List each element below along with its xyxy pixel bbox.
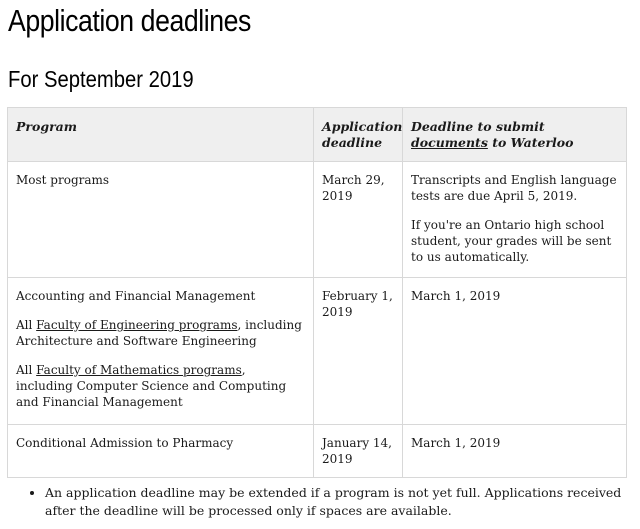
notes-list — [31, 484, 640, 520]
header-application-deadline: Application deadline — [314, 108, 403, 162]
documents-note: If you're an Ontario high school student, your grades will be sent to us automatically. — [411, 218, 612, 264]
header-program: Program — [8, 108, 314, 162]
table-row — [8, 425, 627, 478]
program-name: Accounting and Financial Management — [16, 289, 256, 303]
mathematics-programs-link[interactable]: Faculty of Mathematics programs — [36, 363, 242, 377]
table-header-row — [8, 108, 627, 162]
engineering-programs-link[interactable]: Faculty of Engineering programs — [36, 318, 238, 332]
program-name: All Faculty of Mathematics programs, including Computer Science and Computing and Financial Management — [16, 363, 287, 409]
documents-note: Transcripts and English language tests are due April 5, 2019. — [411, 173, 617, 203]
section-heading: For September 2019 — [8, 66, 194, 92]
table-row — [8, 278, 627, 425]
deadlines-table — [7, 107, 627, 478]
documents-link[interactable]: documents — [411, 135, 488, 150]
deadline-cell: January 14, 2019 — [314, 425, 403, 478]
documents-cell — [403, 162, 627, 278]
documents-cell: March 1, 2019 — [403, 425, 627, 478]
table-row — [8, 162, 627, 278]
list-item: • An application deadline may be extended if a program is not yet full. Applications received after the deadline will be processed only if spaces are available. — [45, 484, 640, 520]
program-name: All Faculty of Engineering programs, including Architecture and Software Engineering — [16, 318, 302, 348]
header-documents-prefix: Deadline to submit — [411, 119, 545, 134]
program-cell — [8, 278, 314, 425]
program-cell: Conditional Admission to Pharmacy — [8, 425, 314, 478]
deadline-cell: February 1, 2019 — [314, 278, 403, 425]
page-title: Application deadlines — [8, 3, 251, 38]
documents-cell: March 1, 2019 — [403, 278, 627, 425]
deadline-cell: March 29, 2019 — [314, 162, 403, 278]
program-cell: Most programs — [8, 162, 314, 278]
header-documents-deadline — [403, 108, 627, 162]
header-documents-suffix: to Waterloo — [487, 135, 574, 150]
